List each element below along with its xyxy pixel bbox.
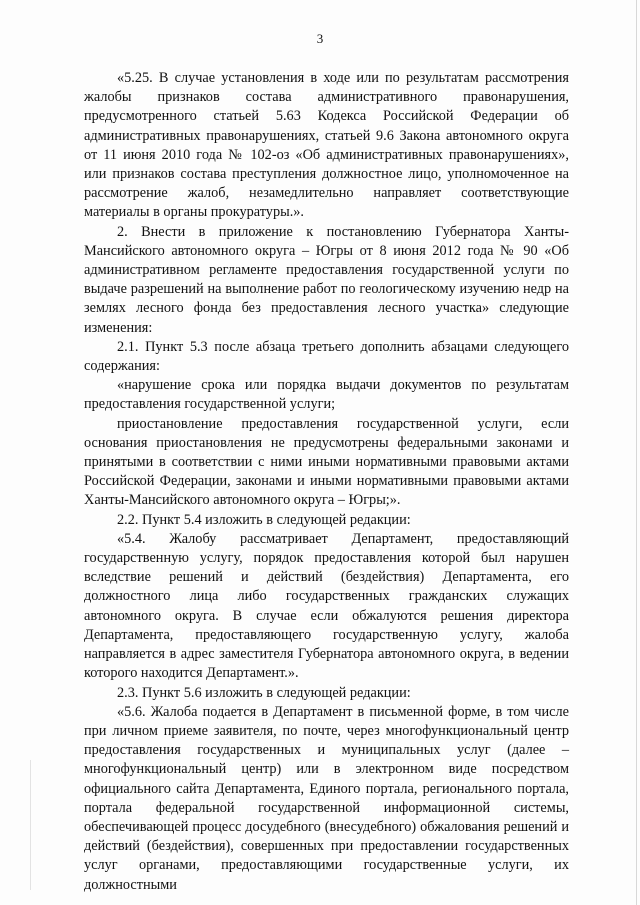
scan-edge-line-left — [30, 760, 31, 890]
paragraph-quote-suspension: приостановление предоставления государственной услуги, если основания приостановления не предусмотрены федеральными законами и принятыми в соответствии с ними иными нормативными правовыми актами Российской Федерации, законами и иными нормативными правовыми актами Ханты-Мансийского автономного округа – Югры;». — [84, 415, 569, 509]
document-body — [84, 69, 569, 895]
paragraph-5-6: «5.6. Жалоба подается в Департамент в письменной форме, в том числе при личном приеме заявителя, по почте, через многофункциональный центр предоставления государственных и муниципальных услуг (далее – многофункциональный центр) или в электронном виде посредством официального сайта Департамента, Единого портала, регионального портала, портала федеральной государственной информационной системы, обеспечивающей процесс досудебного (внесудебного) обжалования решений и действий (бездействия), совершенных при предоставлении государственных услуг органами, предоставляющими государственные услуги, их должностными — [84, 703, 569, 893]
paragraph-quote-violation: «нарушение срока или порядка выдачи документов по результатам предоставления государственной услуги; — [84, 377, 569, 413]
paragraph-item-2-1: 2.1. Пункт 5.3 после абзаца третьего дополнить абзацами следующего содержания: — [84, 338, 569, 375]
paragraph-5-4: «5.4. Жалобу рассматривает Департамент, предоставляющий государственную услугу, порядок предоставления которой был нарушен вследствие решений и действий (бездействия) Департамента, его должностного лица либо государственных гражданских служащих автономного округа. В случае если обжалуются решения директора Департамента, предоставляющего государственную услугу, жалоба направляется в адрес заместителя Губернатора автономного округа, в ведении которого находится Департамент.». — [84, 530, 569, 682]
paragraph-item-2: 2. Внести в приложение к постановлению Губернатора Ханты-Мансийского автономного округа – Югры от 8 июня 2012 года № 90 «Об административном регламенте предоставления государственной услуги по выдаче разрешений на выполнение работ по геологическому изучению недр на землях лесного фонда без предоставления лесного участка» следующие изменения: — [84, 223, 569, 336]
page-number: 3 — [316, 31, 324, 46]
paragraph-item-2-3: 2.3. Пункт 5.6 изложить в следующей редакции: — [117, 684, 411, 701]
paragraph-5-25: «5.25. В случае установления в ходе или по результатам рассмотрения жалобы признаков состава административного правонарушения, предусмотренного статьей 5.63 Кодекса Российской Федерации об административных правонарушениях, статьей 9.6 Закона автономного округа от 11 июня 2010 года № 102-оз «Об административных правонарушениях», или признаков состава преступления должностное лицо, уполномоченное на рассмотрение жалоб, незамедлительно направляет соответствующие материалы в органы прокуратуры.». — [84, 70, 569, 221]
scan-edge-line — [636, 0, 637, 905]
paragraph-item-2-2: 2.2. Пункт 5.4 изложить в следующей редакции: — [117, 511, 411, 528]
